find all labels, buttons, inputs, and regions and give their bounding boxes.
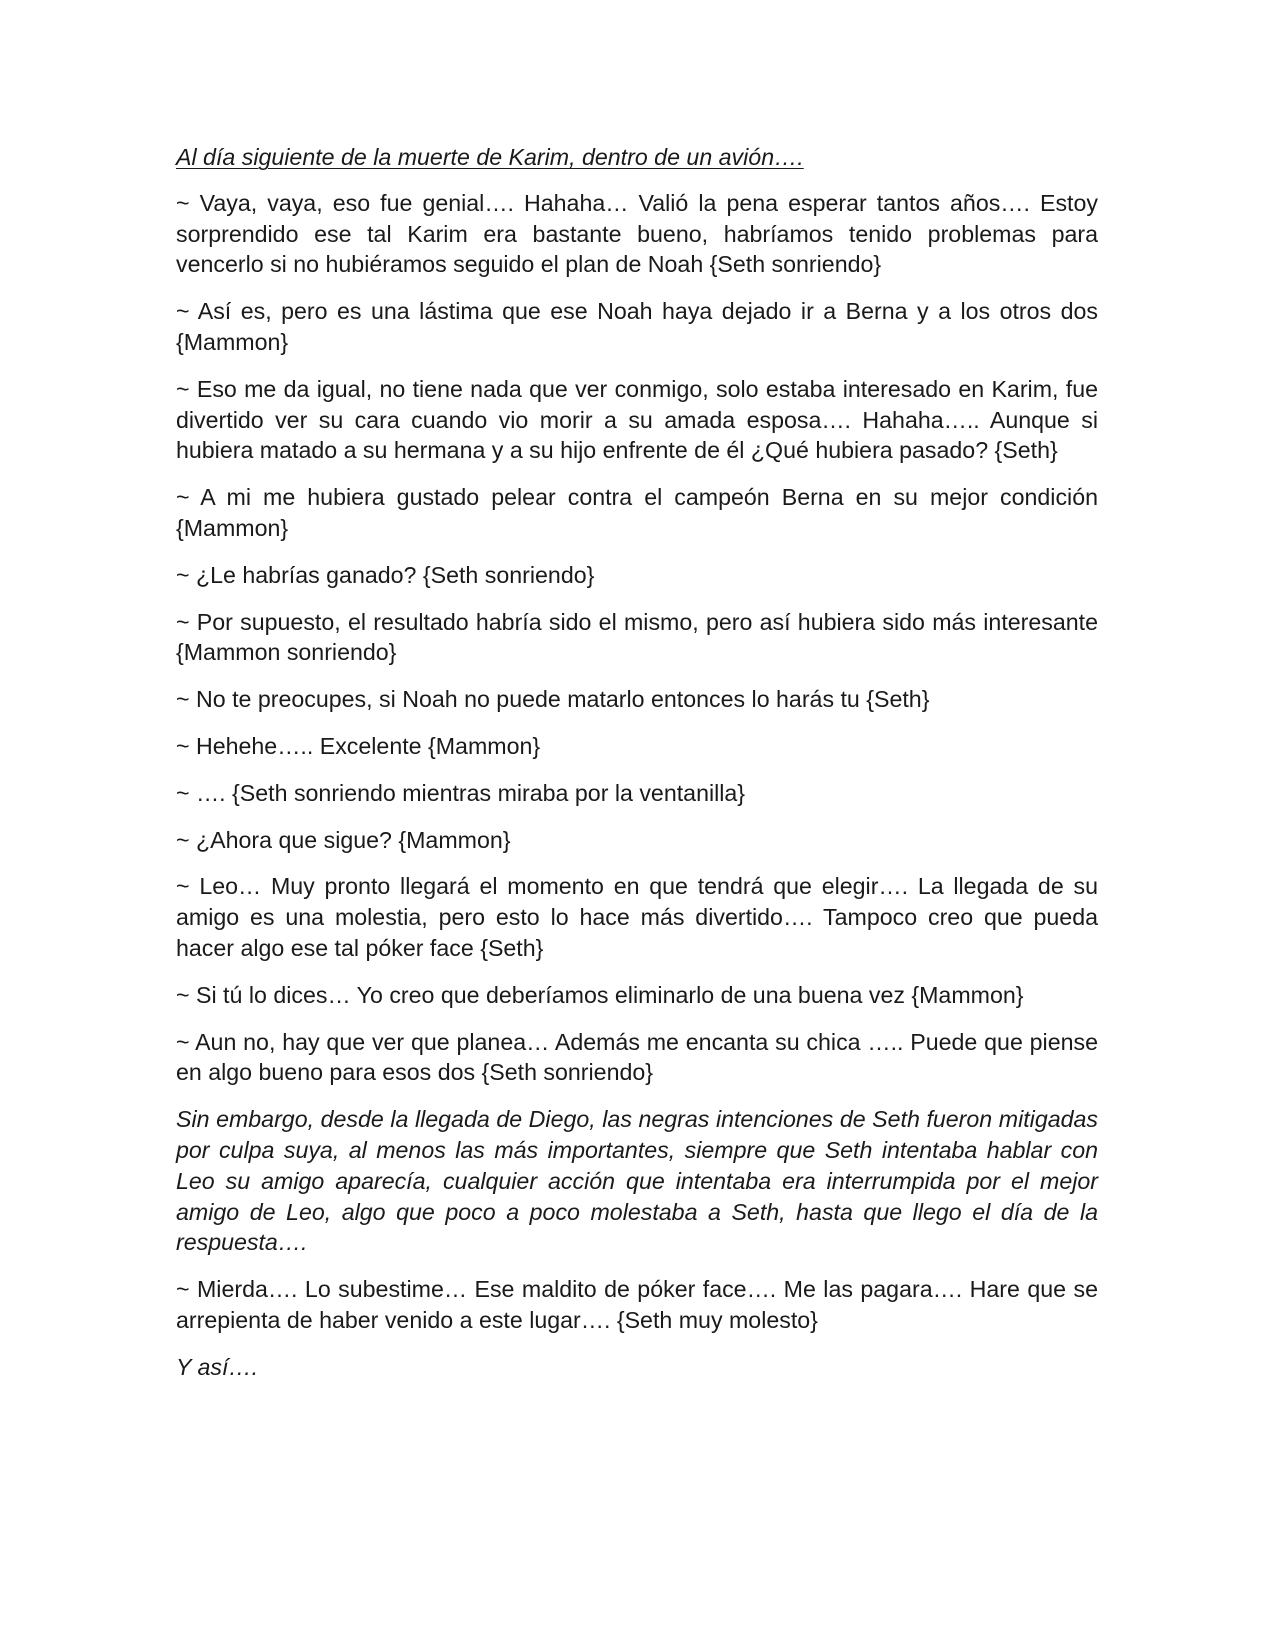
dialogue-paragraph: ~ Aun no, hay que ver que planea… Además me encanta su chica ….. Puede que piense en algo bueno para esos dos {Seth sonriendo} bbox=[176, 1028, 1098, 1086]
dialogue-paragraph: ~ Leo… Muy pronto llegará el momento en que tendrá que elegir…. La llegada de su amigo es una molestia, pero esto lo hace más divertido…. Tampoco creo que pueda hacer algo ese tal póker face {Seth} bbox=[176, 873, 1098, 961]
dialogue-paragraph: ~ Así es, pero es una lástima que ese Noah haya dejado ir a Berna y a los otros dos {Mammon} bbox=[176, 298, 1098, 355]
dialogue-paragraph: ~ Mierda…. Lo subestime… Ese maldito de póker face…. Me las pagara…. Hare que se arrepienta de haber venido a este lugar…. {Seth muy molesto} bbox=[176, 1276, 1098, 1333]
chapter-heading: Al día siguiente de la muerte de Karim, dentro de un avión…. bbox=[176, 144, 804, 170]
dialogue-paragraph: ~ Por supuesto, el resultado habría sido el mismo, pero así hubiera sido más interesante {Mammon sonriendo} bbox=[176, 608, 1098, 666]
dialogue-paragraph: ~ No te preocupes, si Noah no puede matarlo entonces lo harás tu {Seth} bbox=[176, 686, 930, 713]
narration-paragraph: Y así…. bbox=[176, 1353, 259, 1380]
dialogue-paragraph: ~ …. {Seth sonriendo mientras miraba por la ventanilla} bbox=[176, 779, 746, 806]
document-page bbox=[176, 142, 1098, 1399]
paragraph-list bbox=[176, 188, 1098, 1383]
dialogue-paragraph: ~ ¿Ahora que sigue? {Mammon} bbox=[176, 826, 511, 853]
dialogue-paragraph: ~ A mi me hubiera gustado pelear contra el campeón Berna en su mejor condición {Mammon} bbox=[176, 484, 1098, 541]
dialogue-paragraph: ~ Eso me da igual, no tiene nada que ver conmigo, solo estaba interesado en Karim, fue divertido ver su cara cuando vio morir a su amada esposa…. Hahaha….. Aunque si hubiera matado a su hermana y a su hijo enfrente de él ¿Qué hubiera pasado? {Seth} bbox=[176, 375, 1098, 464]
dialogue-paragraph: ~ Hehehe….. Excelente {Mammon} bbox=[176, 732, 541, 759]
narration-paragraph: Sin embargo, desde la llegada de Diego, las negras intenciones de Seth fueron mitigadas por culpa suya, al menos las más importantes, siempre que Seth intentaba hablar con Leo su amigo aparecía, cualquier acción que intentaba era interrumpida por el mejor amigo de Leo, algo que poco a poco molestaba a Seth, hasta que llego el día de la respuesta…. bbox=[176, 1106, 1098, 1256]
dialogue-paragraph: ~ Si tú lo dices… Yo creo que deberíamos eliminarlo de una buena vez {Mammon} bbox=[176, 981, 1024, 1008]
dialogue-paragraph: ~ ¿Le habrías ganado? {Seth sonriendo} bbox=[176, 561, 595, 588]
dialogue-paragraph: ~ Vaya, vaya, eso fue genial…. Hahaha… Valió la pena esperar tantos años…. Estoy sorprendido ese tal Karim era bastante bueno, habríamos tenido problemas para vencerlo si no hubiéramos seguido el plan de Noah {Seth sonriendo} bbox=[176, 189, 1098, 278]
